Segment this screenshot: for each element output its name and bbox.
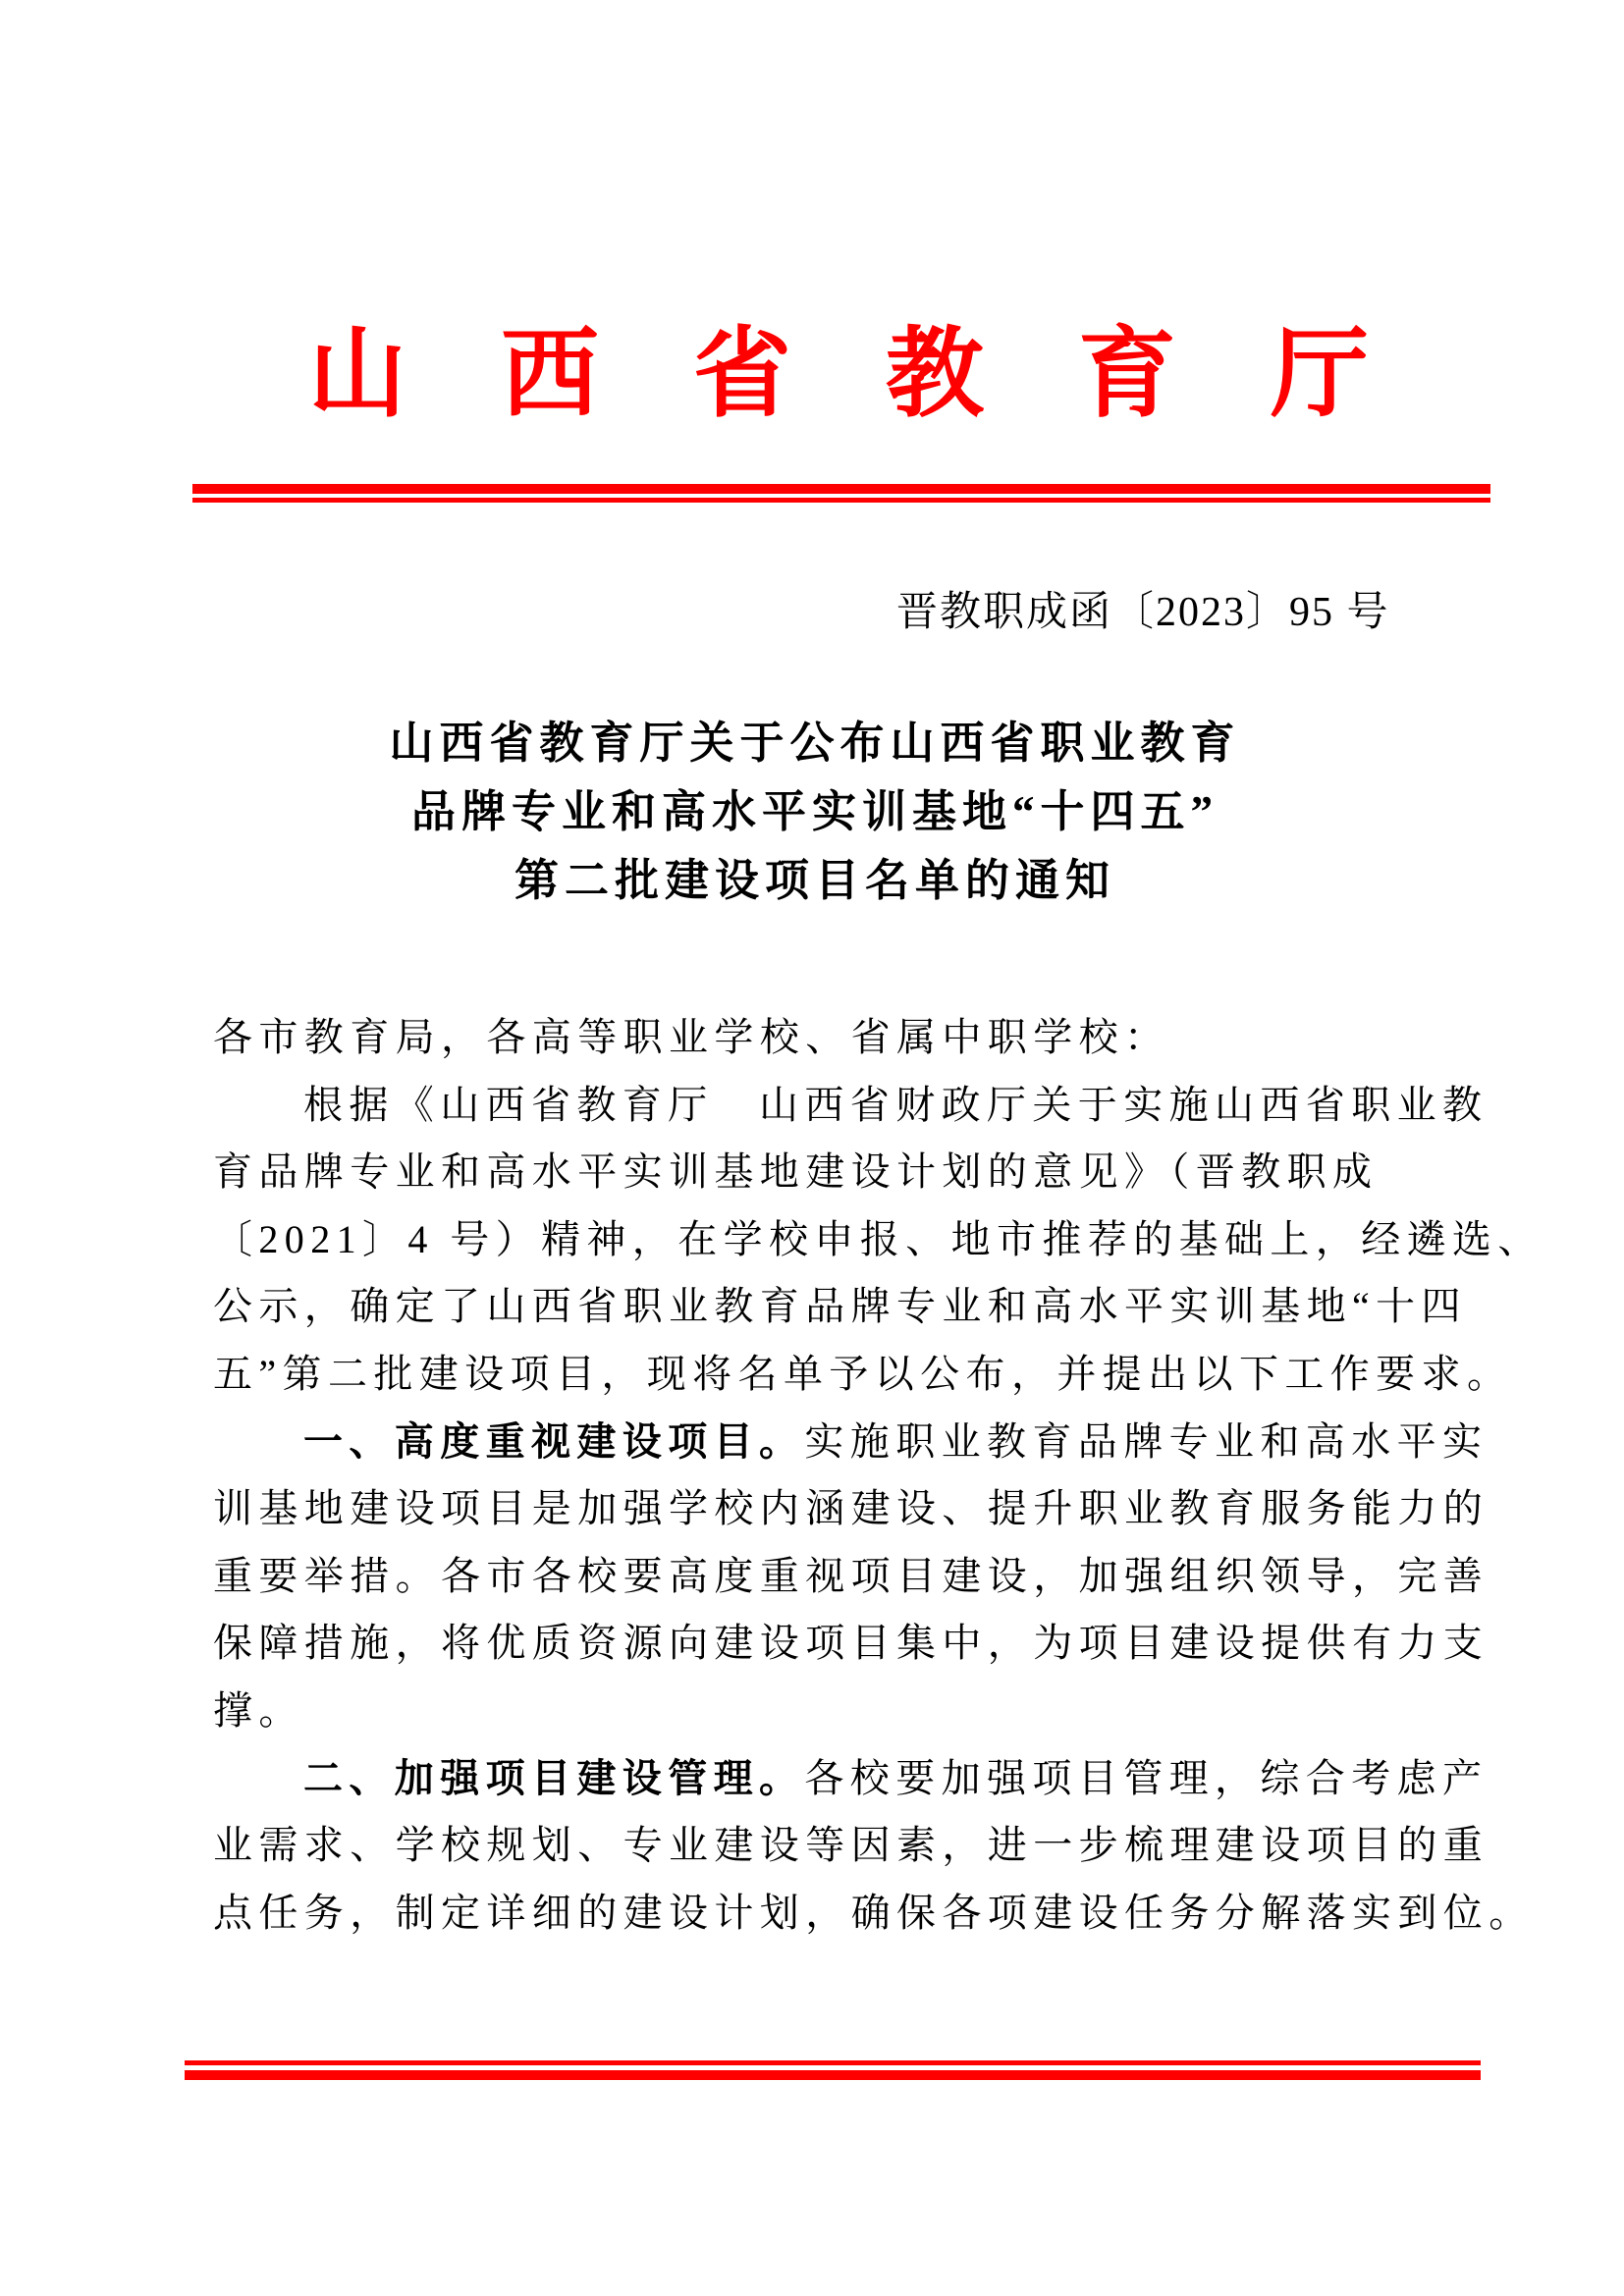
body-line: 五”第二批建设项目，现将名单予以公布，并提出以下工作要求。 xyxy=(213,1351,1513,1396)
body-line: 训基地建设项目是加强学校内涵建设、提升职业教育服务能力的 xyxy=(213,1486,1489,1531)
document-title xyxy=(0,709,1624,915)
body-line: 点任务，制定详细的建设计划，确保各项建设任务分解落实到位。 xyxy=(213,1890,1535,1935)
body-line: 各市教育局，各高等职业学校、省属中职学校： xyxy=(213,1015,1170,1059)
body-line-bold-lead: 一、高度重视建设项目。 xyxy=(303,1419,805,1464)
body-line: 重要举措。各市各校要高度重视项目建设，加强组织领导，完善 xyxy=(213,1553,1489,1598)
body-line: 撑。 xyxy=(213,1687,304,1733)
agency-masthead-title: 山西省教育厅 xyxy=(308,320,1463,429)
document-title-line-1: 山西省教育厅关于公布山西省职业教育 xyxy=(389,719,1241,768)
body-line: 公示，确定了山西省职业教育品牌专业和高水平实训基地“十四 xyxy=(213,1284,1467,1329)
footer-separator-thick-line xyxy=(185,2070,1481,2080)
footer-separator-thin-line xyxy=(185,2060,1481,2065)
body-line: 保障措施，将优质资源向建设项目集中，为项目建设提供有力支 xyxy=(213,1621,1489,1666)
body-line: 〔2021〕4 号）精神，在学校申报、地市推荐的基础上，经遴选、 xyxy=(213,1216,1543,1261)
masthead-separator-thin-line xyxy=(192,498,1490,503)
body-line: 一、高度重视建设项目。实施职业教育品牌专业和高水平实 xyxy=(303,1418,1489,1464)
masthead-separator-thick-line xyxy=(192,484,1490,494)
document-title-line-3: 第二批建设项目名单的通知 xyxy=(514,856,1115,905)
body-line-bold-lead: 二、加强项目建设管理。 xyxy=(303,1756,805,1800)
body-line: 业需求、学校规划、专业建设等因素，进一步梳理建设项目的重 xyxy=(213,1823,1489,1868)
document-reference-number: 晋教职成函〔2023〕95 号 xyxy=(896,590,1390,635)
document-title-line-2: 品牌专业和高水平实训基地“十四五” xyxy=(410,787,1218,836)
body xyxy=(213,1004,1543,1947)
body-line: 根据《山西省教育厅 山西省财政厅关于实施山西省职业教 xyxy=(303,1082,1489,1127)
body-line: 育品牌专业和高水平实训基地建设计划的意见》（晋教职成 xyxy=(213,1149,1379,1195)
body-line: 二、加强项目建设管理。各校要加强项目管理，综合考虑产 xyxy=(303,1755,1489,1800)
